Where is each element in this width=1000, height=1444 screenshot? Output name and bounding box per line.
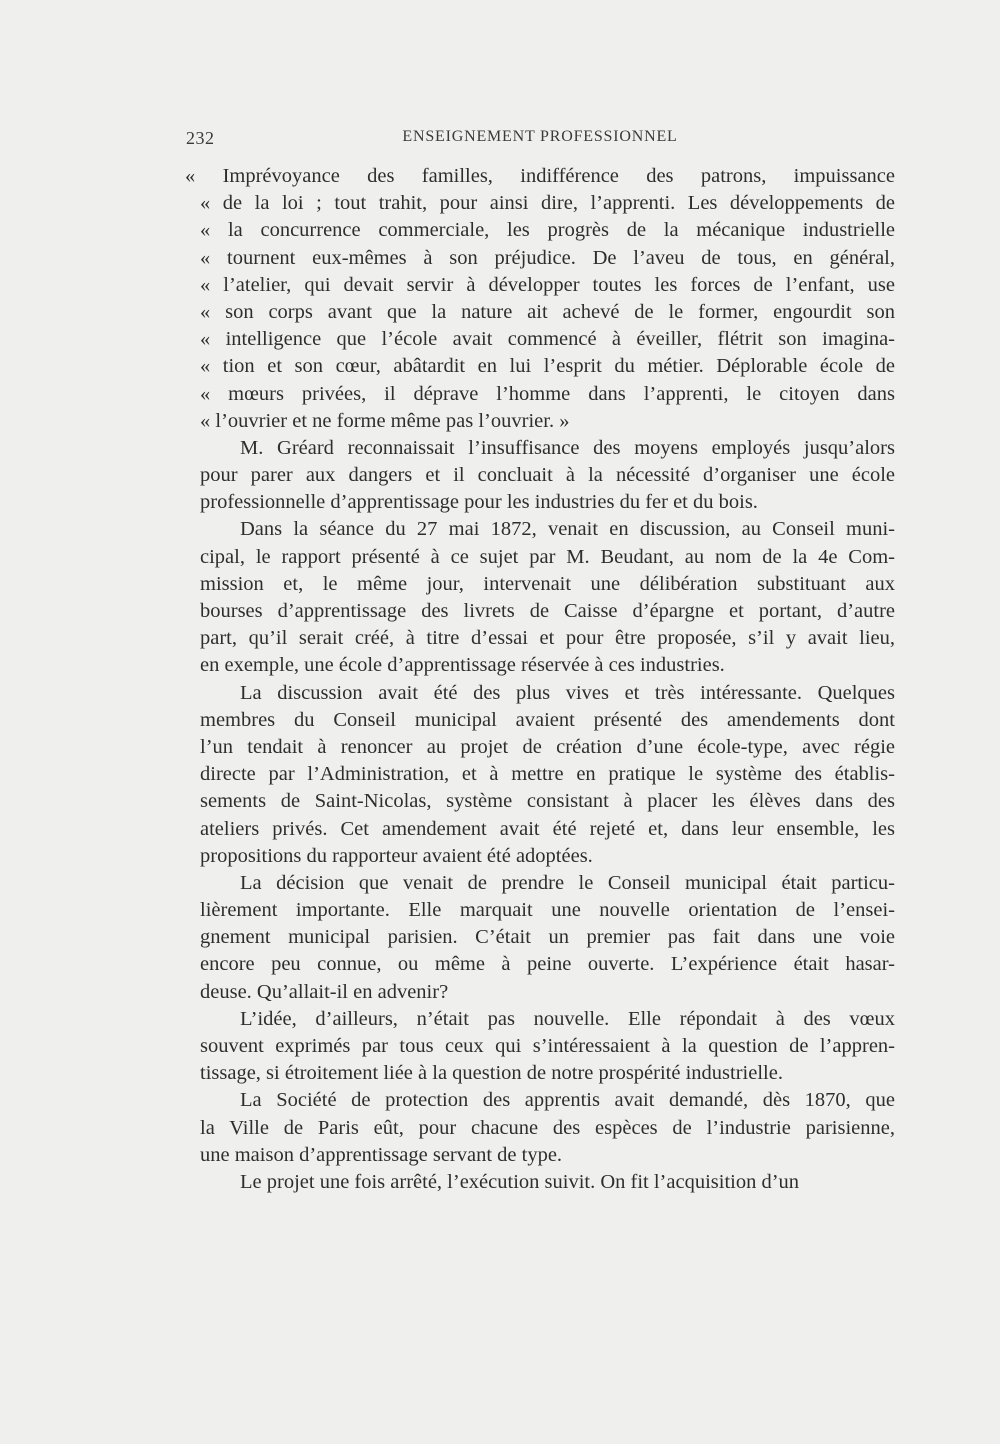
text-line: une maison d’apprentissage servant de type.: [200, 1143, 563, 1166]
text-line: « de la loi ; tout trahit, pour ainsi dire, l’apprenti. Les développements de: [200, 192, 895, 215]
text-line: L’idée, d’ailleurs, n’était pas nouvelle. Elle répondait à des vœux: [240, 1007, 895, 1030]
paragraph: [200, 870, 895, 1006]
text-line: « tournent eux-mêmes à son préjudice. De l’aveu de tous, en général,: [200, 246, 895, 269]
page-header: [186, 128, 894, 154]
quotation-paragraph: [185, 163, 895, 435]
text-line: directe par l’Administration, et à mettre en pratique le système des établis-: [200, 763, 895, 786]
text-line: Le projet une fois arrêté, l’exécution suivit. On fit l’acquisition d’un: [240, 1170, 800, 1193]
text-line: souvent exprimés par tous ceux qui s’intéressaient à la question de l’appren-: [200, 1035, 895, 1057]
text-line: « tion et son cœur, abâtardit en lui l’esprit du métier. Déplorable école de: [200, 355, 895, 378]
text-line: part, qu’il serait créé, à titre d’essai et pour être proposée, s’il y avait lieu,: [200, 627, 895, 650]
text-line: deuse. Qu’allait-il en advenir?: [200, 980, 449, 1003]
text-line: encore peu connue, ou même à peine ouverte. L’expérience était hasar-: [200, 953, 895, 976]
text-line: lièrement importante. Elle marquait une nouvelle orientation de l’ensei-: [200, 899, 895, 922]
text-line: « son corps avant que la nature ait achevé de le former, engourdit son: [200, 300, 895, 323]
text-line: mission et, le même jour, intervenait une délibération substituant aux: [200, 572, 895, 595]
text-line: l’un tendait à renoncer au projet de création d’une école-type, avec régie: [200, 735, 895, 758]
running-title: ENSEIGNEMENT PROFESSIONNEL: [402, 128, 678, 145]
text-line: « l’ouvrier et ne forme même pas l’ouvrier. »: [200, 409, 570, 432]
text-line: sements de Saint-Nicolas, système consistant à placer les élèves dans des: [200, 790, 895, 813]
text-line: tissage, si étroitement liée à la question de notre prospérité industrielle.: [200, 1062, 783, 1085]
text-line: « Imprévoyance des familles, indifférence des patrons, impuissance: [185, 165, 895, 187]
paragraph: [200, 680, 895, 870]
text-line: Dans la séance du 27 mai 1872, venait en discussion, au Conseil muni-: [240, 518, 895, 541]
text-line: la Ville de Paris eût, pour chacune des espèces de l’industrie parisienne,: [200, 1116, 895, 1139]
paragraph: [200, 1169, 895, 1196]
text-line: pour parer aux dangers et il concluait à la nécessité d’organiser une école: [200, 464, 895, 487]
text-line: « la concurrence commerciale, les progrès de la mécanique industrielle: [200, 219, 895, 242]
text-line: La discussion avait été des plus vives et très intéressante. Quelques: [240, 681, 895, 704]
text-line: en exemple, une école d’apprentissage réservée à ces industries.: [200, 654, 725, 677]
body-text: [185, 163, 895, 1196]
text-line: professionnelle d’apprentissage pour les industries du fer et du bois.: [200, 491, 758, 514]
text-line: « l’atelier, qui devait servir à développer toutes les forces de l’enfant, use: [200, 273, 895, 296]
text-line: membres du Conseil municipal avaient présenté des amendements dont: [200, 708, 895, 731]
text-line: ateliers privés. Cet amendement avait été rejeté et, dans leur ensemble, les: [200, 817, 895, 840]
text-line: « mœurs privées, il déprave l’homme dans l’apprenti, le citoyen dans: [200, 382, 895, 405]
text-line: bourses d’apprentissage des livrets de Caisse d’épargne et portant, d’autre: [200, 600, 895, 622]
paragraph: [200, 1087, 895, 1169]
paragraph: [200, 435, 895, 517]
page-number: 232: [186, 128, 215, 148]
text-line: propositions du rapporteur avaient été adoptées.: [200, 844, 593, 867]
paragraph: [200, 1006, 895, 1088]
text-line: cipal, le rapport présenté à ce sujet par M. Beudant, au nom de la 4e Com-: [200, 545, 895, 568]
paragraph: [200, 516, 895, 679]
text-line: La décision que venait de prendre le Conseil municipal était particu-: [240, 871, 895, 894]
text-line: La Société de protection des apprentis avait demandé, dès 1870, que: [240, 1089, 895, 1112]
text-line: M. Gréard reconnaissait l’insuffisance des moyens employés jusqu’alors: [240, 436, 895, 459]
text-line: gnement municipal parisien. C’était un premier pas fait dans une voie: [200, 926, 895, 949]
text-line: « intelligence que l’école avait commencé à éveiller, flétrit son imagina-: [200, 328, 895, 351]
